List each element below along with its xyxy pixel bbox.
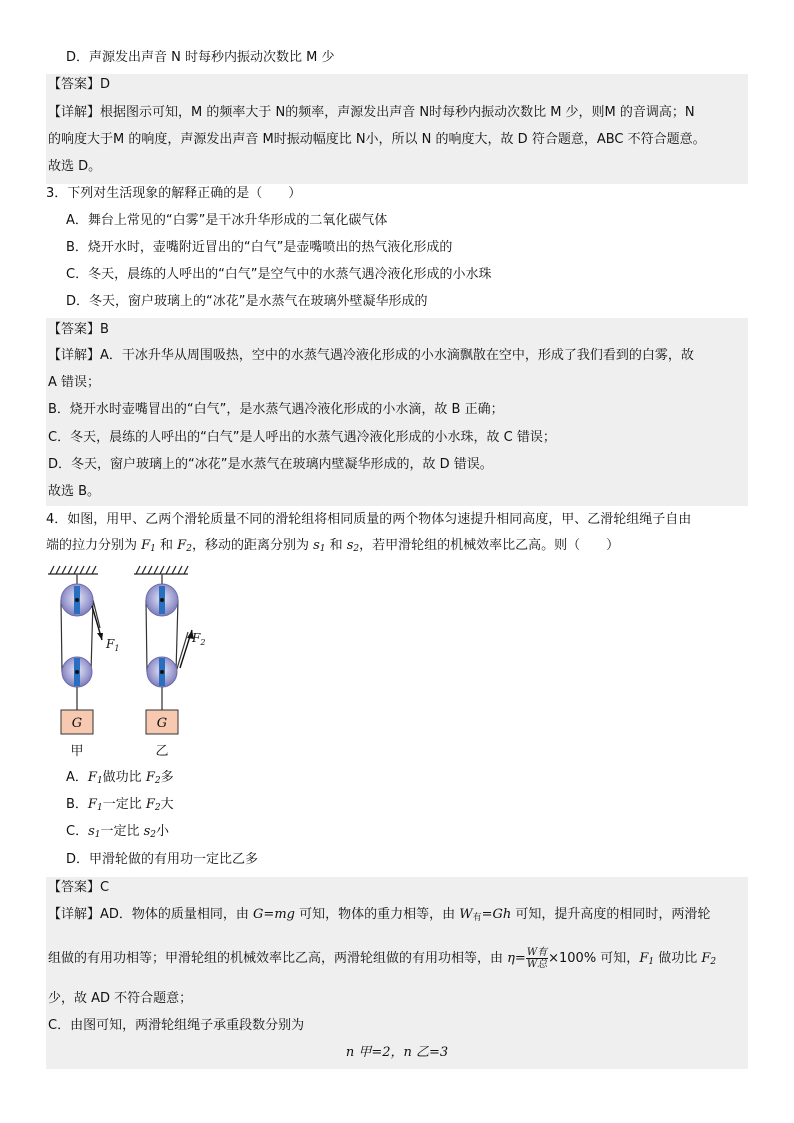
prev-detail-line: 故选 D。 <box>48 159 102 174</box>
q3-detail-line: 【详解】A．干冰升华从周围吸热，空中的水蒸气遇冷液化形成的小水滴飘散在空中，形成了我们看到的白雾，故 <box>48 348 694 363</box>
ceiling-right <box>134 566 188 574</box>
q3-option-d: D．冬天，窗户玻璃上的“冰花”是水蒸气在玻璃外壁凝华形成的 <box>66 294 428 309</box>
q3-option-a: A．舞台上常见的“白雾”是干冰升华形成的二氧化碳气体 <box>66 213 388 228</box>
svg-text:甲: 甲 <box>70 744 84 759</box>
pulley-figure <box>40 560 230 760</box>
q3-detail-line: D．冬天，窗户玻璃上的“冰花”是水蒸气在玻璃内壁凝华形成的，故 D 错误。 <box>48 457 493 472</box>
q4-detail-line: 组做的有用功相等；甲滑轮组的机械效率比乙高，两滑轮组做的有用功相等，由 η= $\frac{\text{W有}}{\text{W总}}$ ×100% 可知，$F_1$ 做功比 $F_2$ <box>48 947 717 970</box>
svg-text:F2: $F_2$ <box>192 631 206 647</box>
svg-text:G: G <box>71 716 83 731</box>
prev-option-d: D．声源发出声音 N 时每秒内振动次数比 M 少 <box>66 50 335 65</box>
q3-option-b: B．烧开水时，壶嘴附近冒出的“白气”是壶嘴喷出的热气液化形成的 <box>66 240 453 255</box>
q3-detail-line: 故选 B。 <box>48 484 101 499</box>
q4-option-d: D．甲滑轮做的有用功一定比乙多 <box>66 852 259 867</box>
prev-answer-box <box>46 74 748 184</box>
q4-detail-line: C．由图可知，两滑轮组绳子承重段数分别为 <box>48 1018 305 1033</box>
pulley-system-yi <box>146 574 205 759</box>
q4-stem-line2: 端的拉力分别为 $F_1$ 和 $F_2$，移动的距离分别为 $s_1$ 和 $s_2$，若甲滑轮组的机械效率比乙高。则（ ） <box>46 538 620 554</box>
q4-detail-line: 少，故 AD 不符合题意； <box>48 991 193 1006</box>
pulley-system-jia <box>61 574 119 759</box>
q4-option-c: C．$s_1$一定比 $s_2$小 <box>66 824 170 840</box>
q3-detail-line: A 错误； <box>48 375 101 390</box>
q4-option-b: B．$F_1$一定比 $F_2$大 <box>66 797 174 813</box>
q4-detail-line: 【详解】AD．物体的质量相同，由 G=mg 可知，物体的重力相等，由 $W_有=Gh$ 可知，提升高度的相同时，两滑轮 <box>48 907 711 923</box>
prev-detail-line: 的响度大于M 的响度，声源发出声音 M时振动幅度比 N小，所以 N 的响度大，故 D 符合题意，ABC 不符合题意。 <box>48 132 706 147</box>
q4-answer: 【答案】C <box>48 880 110 895</box>
svg-text:乙: 乙 <box>155 744 169 759</box>
prev-detail-line: 【详解】根据图示可知，M 的频率大于 N的频率，声源发出声音 N时每秒内振动次数比 M 少，则M 的音调高；N <box>48 105 695 120</box>
q3-stem: 3．下列对生活现象的解释正确的是（ ） <box>46 186 302 201</box>
q4-option-a: A．$F_1$做功比 $F_2$多 <box>66 770 174 786</box>
q4-stem-line1: 4．如图，用甲、乙两个滑轮质量不同的滑轮组将相同质量的两个物体匀速提升相同高度，甲、乙滑轮组绳子自由 <box>46 512 692 527</box>
svg-text:G: G <box>156 716 168 731</box>
q3-option-c: C．冬天，晨练的人呼出的“白气”是空气中的水蒸气遇冷液化形成的小水珠 <box>66 267 492 282</box>
q3-answer: 【答案】B <box>48 322 109 337</box>
efficiency-fraction: $\frac{\text{W有}}{\text{W总}}$ <box>526 947 548 970</box>
q3-detail-line: B．烧开水时壶嘴冒出的“白气”，是水蒸气遇冷液化形成的小水滴，故 B 正确； <box>48 402 504 417</box>
q3-detail-line: C．冬天，晨练的人呼出的“白气”是人呼出的水蒸气遇冷液化形成的小水珠，故 C 错误； <box>48 430 556 445</box>
prev-answer: 【答案】D <box>48 77 111 92</box>
ceiling-left <box>48 566 98 574</box>
q4-equation: n 甲=2，n 乙=3 <box>345 1045 449 1060</box>
svg-text:F1: $F_1$ <box>106 637 120 653</box>
